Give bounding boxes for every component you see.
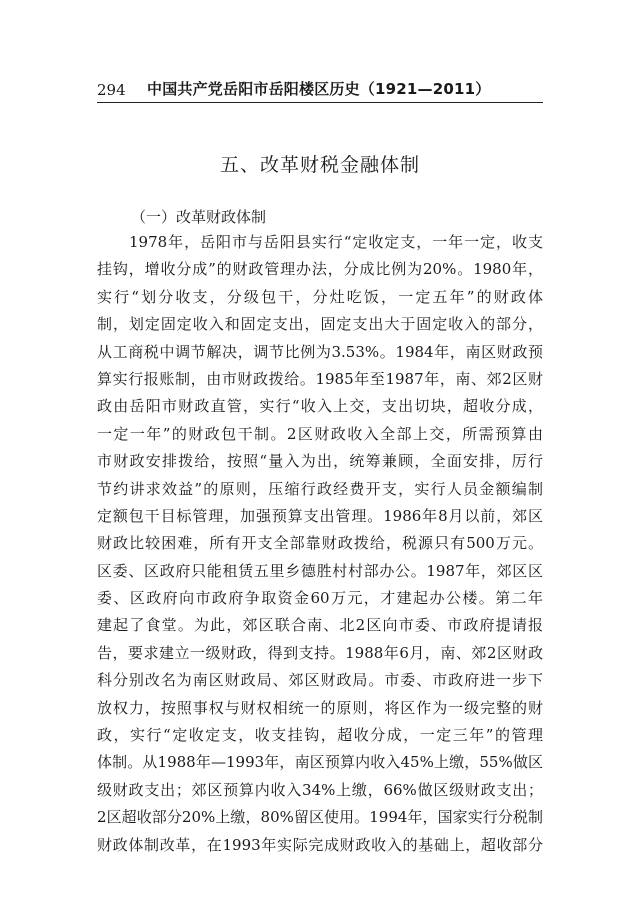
text-line: 财政体制改革，在1993年实际完成财政收入的基础上，超收部分 <box>97 835 543 854</box>
page-header <box>97 80 543 103</box>
text-line: 挂钩，增收分成”的财政管理办法，分成比例为20%。1980年， <box>97 260 543 279</box>
text-line: 1978年，岳阳市与岳阳县实行“定收定支，一年一定，收支 <box>129 233 543 251</box>
text-line: 从工商税中调节解决，调节比例为3.53%。1984年，南区财政预 <box>97 342 543 361</box>
text-line: 制，划定固定收入和固定支出，固定支出大于固定收入的部分， <box>97 315 543 334</box>
text-line: 告，要求建立一级财政，得到支持。1988年6月，南、郊2区财政 <box>97 643 543 662</box>
text-line: 节约讲求效益”的原则，压缩行政经费开支，实行人员金额编制 <box>97 479 543 498</box>
text-line: 算实行报账制，由市财政拨给。1985年至1987年，南、郊2区财 <box>97 369 543 388</box>
text-line: 市财政安排拨给，按照“量入为出，统筹兼顾，全面安排，厉行 <box>97 452 543 471</box>
text-line: 体制。从1988年—1993年，南区预算内收入45%上缴，55%做区 <box>97 753 543 772</box>
text-line: 放权力，按照事权与财权相统一的原则，将区作为一级完整的财 <box>97 698 543 717</box>
text-line: 定额包干目标管理，加强预算支出管理。1986年8月以前，郊区 <box>97 506 543 525</box>
text-line: 委、区政府向市政府争取资金60万元，才建起办公楼。第二年 <box>97 589 543 608</box>
text-line: 一定一年”的财政包干制。2区财政收入全部上交，所需预算由 <box>97 424 543 443</box>
text-line: 政由岳阳市财政直管，实行“收入上交，支出切块，超收分成， <box>97 397 543 416</box>
text-line: 科分别改名为南区财政局、郊区财政局。市委、市政府进一步下 <box>97 671 543 690</box>
text-line: 政，实行“定收定支，收支挂钩，超收分成，一定三年”的管理 <box>97 726 543 745</box>
text-line: 级财政支出；郊区预算内收入34%上缴，66%做区级财政支出； <box>97 780 543 799</box>
text-line: 财政比较困难，所有开支全部靠财政拨给，税源只有500万元。 <box>97 534 543 553</box>
page-number: 294 <box>97 81 126 99</box>
section-title: 五、改革财税金融体制 <box>219 154 420 176</box>
text-line: 实行“划分收支，分级包干，分灶吃饭，一定五年”的财政体 <box>97 287 543 306</box>
text-line: 2区超收部分20%上缴，80%留区使用。1994年，国家实行分税制 <box>97 808 543 827</box>
subsection-title: （一）改革财政体制 <box>131 208 267 226</box>
text-line: 建起了食堂。为此，郊区联合南、北2区向市委、市政府提请报 <box>97 616 543 635</box>
running-title: 中国共产党岳阳市岳阳楼区历史（1921—2011） <box>147 80 491 98</box>
text-line: 区委、区政府只能租赁五里乡德胜村村部办公。1987年，郊区区 <box>97 561 543 580</box>
body-text <box>97 229 543 859</box>
